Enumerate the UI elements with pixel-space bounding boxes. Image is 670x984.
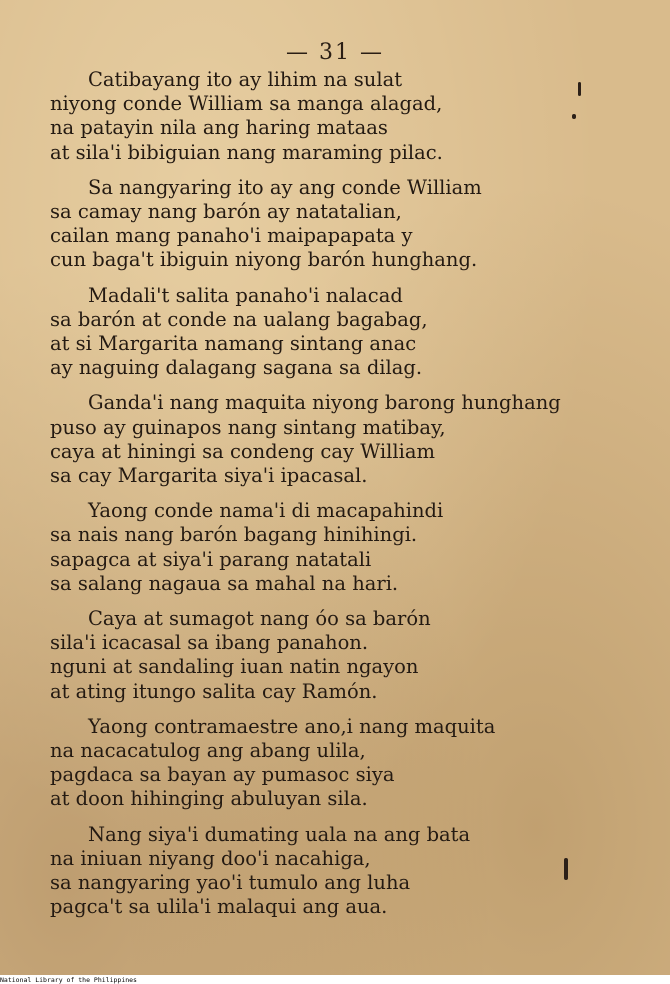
- stanza: [50, 715, 610, 812]
- verse-line: at doon hihinging abuluyan sila.: [50, 787, 368, 811]
- verse-line: pagca't sa ulila'i malaqui ang aua.: [50, 895, 388, 919]
- ink-mark: [572, 114, 576, 119]
- verse-line: puso ay guinapos nang sintang matibay,: [50, 415, 446, 439]
- page-number: — 31 —: [286, 40, 384, 65]
- verse-line: cun baga't ibiguin niyong barón hunghang.: [50, 248, 478, 272]
- verse-line: Caya at sumagot nang óo sa barón: [88, 607, 431, 631]
- verse-line: caya at hiningi sa condeng cay William: [50, 439, 435, 463]
- verse-line: sa nangyaring yao'i tumulo ang luha: [50, 871, 411, 895]
- verse-line: cailan mang panaho'i maipapapata y: [50, 224, 413, 248]
- stanza: [50, 607, 610, 704]
- verse-line: sa nais nang barón bagang hinihingi.: [50, 523, 418, 547]
- verse-line: Ganda'i nang maquita niyong barong hunghang: [88, 391, 561, 415]
- verse-line: at si Margarita namang sintang anac: [50, 332, 417, 356]
- stanza: [50, 499, 610, 596]
- stanza: [50, 68, 610, 165]
- verse-line: sa cay Margarita siya'i ipacasal.: [50, 464, 368, 488]
- verse-line: niyong conde William sa manga alagad,: [50, 92, 443, 116]
- stanza: [50, 823, 610, 920]
- verse-line: Yaong conde nama'i di macapahindi: [88, 499, 444, 523]
- verse-line: Sa nangyaring ito ay ang conde William: [88, 175, 482, 199]
- verse-line: na patayin nila ang haring mataas: [50, 116, 388, 140]
- verse-line: Madali't salita panaho'i nalacad: [88, 283, 403, 307]
- ink-mark: [578, 82, 581, 96]
- verse-line: nguni at sandaling iuan natin ngayon: [50, 655, 419, 679]
- verse-line: at sila'i bibiguian nang maraming pilac.: [50, 140, 443, 164]
- verse-line: ay naguing dalagang sagana sa dilag.: [50, 356, 423, 380]
- verse-line: sila'i icacasal sa ibang panahon.: [50, 631, 369, 655]
- verse-line: pagdaca sa bayan ay pumasoc siya: [50, 763, 395, 787]
- verse-line: Nang siya'i dumating uala na ang bata: [88, 822, 471, 846]
- stanza: [50, 284, 610, 381]
- verse-line: at ating itungo salita cay Ramón.: [50, 679, 378, 703]
- footer-credit: National Library of the Philippines: [0, 976, 137, 984]
- verse-line: Catibayang ito ay lihim na sulat: [88, 68, 403, 91]
- stanza: [50, 176, 610, 273]
- verse-line: Yaong contramaestre ano,i nang maquita: [88, 714, 496, 738]
- ink-mark: [564, 858, 568, 880]
- verse-line: sa camay nang barón ay natatalian,: [50, 200, 402, 224]
- verse-line: sa barón at conde na ualang bagabag,: [50, 307, 428, 331]
- verse-line: na nacacatulog ang abang ulila,: [50, 739, 366, 763]
- verse-line: sapagca at siya'i parang natatali: [50, 547, 372, 571]
- verse-line: sa salang nagaua sa mahal na hari.: [50, 571, 399, 595]
- stanza: [50, 391, 610, 488]
- poem-body: [50, 68, 610, 931]
- verse-line: na iniuan niyang doo'i nacahiga,: [50, 846, 371, 870]
